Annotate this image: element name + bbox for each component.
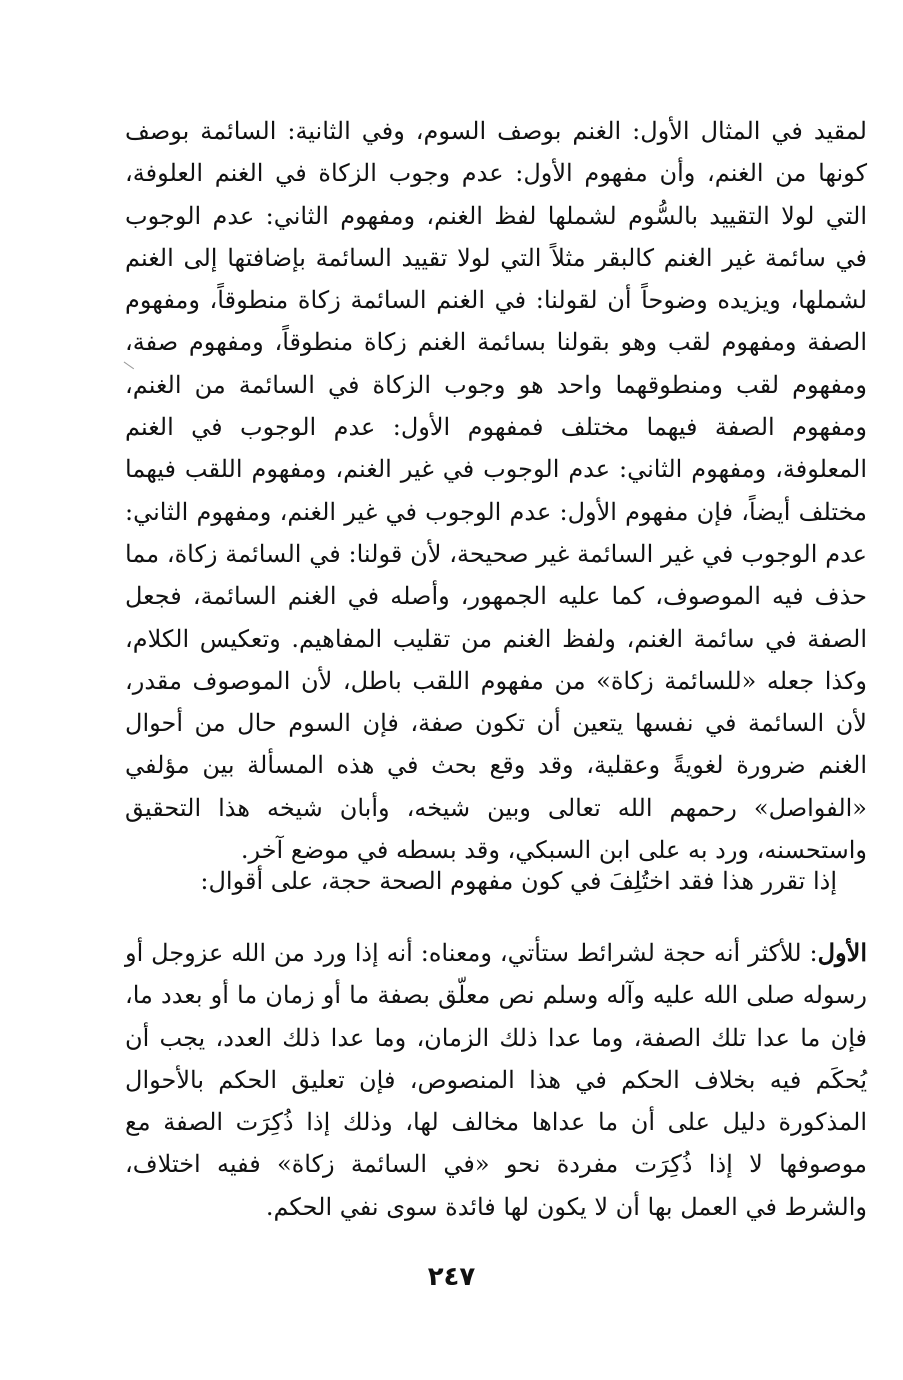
body-text-block-1 — [125, 110, 867, 871]
paragraph-1: لمقيد في المثال الأول: الغنم بوصف السوم، وفي الثانية: السائمة بوصف كونها من الغنم، وأن مفهوم الأول: عدم وجوب الزكاة في الغنم العلوفة، التي لولا التقييد بالسُّوم لشملها لفظ الغنم، ومفهوم الثاني: عدم الوجوب في سائمة غير الغنم كالبقر مثلاً التي لولا تقييد السائمة بإضافتها إلى الغنم لشملها، ويزيده وضوحاً أن لقولنا: في الغنم السائمة زكاة منطوقاً، ومفهوم الصفة ومفهوم لقب وهو بقولنا بسائمة الغنم زكاة منطوقاً، ومفهوم صفة، ومفهوم لقب ومنطوقهما واحد هو وجوب الزكاة في السائمة من الغنم، ومفهوم الصفة فيهما مختلف فمفهوم الأول: عدم الوجوب في الغنم المعلوفة، ومفهوم الثاني: عدم الوجوب في غير الغنم، ومفهوم اللقب فيهما مختلف أيضاً، فإن مفهوم الأول: عدم الوجوب في غير الغنم، ومفهوم الثاني: عدم الوجوب في غير السائمة غير صحيحة، لأن قولنا: في السائمة زكاة، مما حذف فيه الموصوف، كما عليه الجمهور، وأصله في الغنم السائمة، فجعل الصفة في سائمة الغنم، ولفظ الغنم من تقليب المفاهيم. وتعكيس الكلام، وكذا جعله «للسائمة زكاة» من مفهوم اللقب باطل، لأن الموصوف مقدر، لأن السائمة في نفسها يتعين أن تكون صفة، فإن السوم حال من أحوال الغنم ضرورة لغويةً وعقلية، وقد وقع بحث في هذه المسألة بين مؤلفي «الفواصل» رحمهم الله تعالى وبين شيخه، وأبان شيخه هذا التحقيق واستحسنه، ورد به على ابن السبكي، وقد بسطه في موضع آخر. — [125, 117, 868, 865]
paragraph-2: إذا تقرر هذا فقد اختُلِفَ في كون مفهوم الصحة حجة، على أقوال: — [200, 867, 837, 895]
body-text-block-3 — [125, 932, 867, 1228]
page-number: ٢٤٧ — [427, 1262, 476, 1292]
body-text-block-2 — [125, 860, 867, 902]
paragraph-3-lead-word: الأول — [817, 938, 867, 967]
paragraph-3 — [125, 932, 867, 1228]
paragraph-3-text: : للأكثر أنه حجة لشرائط ستأتي، ومعناه: أنه إذا ورد من الله عزوجل أو رسوله صلى الله عليه وآله وسلم نص معلّق بصفة ما أو زمان ما أو بعدد ما، فإن ما عدا تلك الصفة، وما عدا ذلك الزمان، وما عدا ذلك العدد، يجب أن يُحكَم فيه بخلاف الحكم في هذا المنصوص، فإن تعليق الحكم بالأحوال المذكورة دليل على أن ما عداها مخالف لها، وذلك إذا ذُكِرَت الصفة مع موصوفها لا إذا ذُكِرَت مفردة نحو «في السائمة زكاة» ففيه اختلاف، والشرط في العمل بها أن لا يكون لها فائدة سوى نفي الحكم. — [125, 939, 867, 1221]
